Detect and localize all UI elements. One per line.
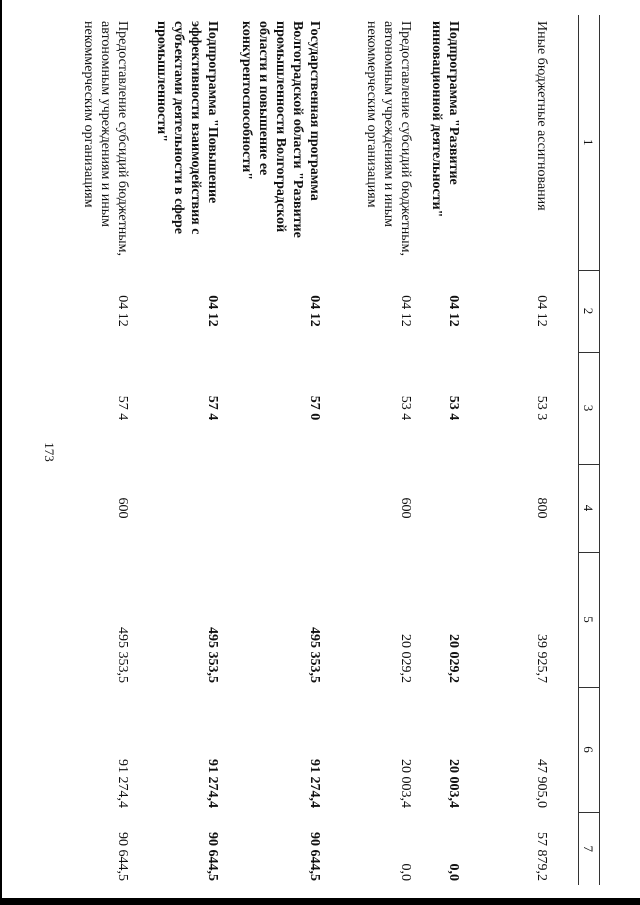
row-amount-7: 90 644,5 [307,832,323,881]
row-name: Предоставление субсидий бюджетным, автономным учреждениям и иным некоммерческим организациям [81,21,131,257]
row-expense-type: 800 [534,497,550,519]
row-amount-5: 495 353,5 [307,627,323,683]
row-amount-7: 57 879,2 [534,832,550,881]
row-amount-5: 495 353,5 [115,627,131,683]
row-expense-type [415,464,463,552]
row-target-code: 57 0 [307,395,323,421]
scan-edge-left [0,0,2,905]
table-row [56,15,132,885]
budget-table [56,15,601,885]
row-section-code: 04 12 [398,295,414,327]
row-amount-6: 47 905,0 [534,759,550,808]
table-row [222,15,324,885]
table-row [463,15,551,885]
row-expense-type [132,464,222,552]
table-header-row [579,15,600,885]
row-expense-type: 600 [115,497,131,519]
header-col-7: 7 [579,812,600,885]
header-col-1: 1 [579,15,600,270]
row-amount-7: 0,0 [446,863,462,881]
header-col-6: 6 [579,687,600,812]
row-section-code: 04 12 [307,295,323,327]
row-section-code: 04 12 [115,295,131,327]
spacer-row [551,15,579,885]
row-amount-7: 90 644,5 [115,832,131,881]
row-section-code: 04 12 [534,295,550,327]
row-amount-7: 0,0 [398,863,414,881]
row-amount-6: 20 003,4 [398,759,414,808]
page-number: 173 [42,442,57,462]
header-col-2: 2 [579,270,600,352]
row-amount-5: 39 925,7 [534,634,550,683]
header-col-3: 3 [579,352,600,464]
row-amount-5: 495 353,5 [205,627,221,683]
row-name: Предоставление субсидий бюджетным, автономным учреждениям и иным некоммерческим организациям [364,21,414,257]
row-name: Подпрограмма "Повышение эффективности взаимодействия с субъектами деятельности в сфере промышленности" [154,21,221,235]
row-section-code: 04 12 [446,295,462,327]
row-expense-type: 600 [398,497,414,519]
row-amount-6: 20 003,4 [446,759,462,808]
table-row [324,15,415,885]
row-target-code: 53 3 [534,395,550,421]
row-amount-6: 91 274,4 [115,759,131,808]
row-amount-6: 91 274,4 [205,759,221,808]
row-target-code: 53 4 [398,395,414,421]
budget-table-sheet [80,15,600,885]
row-expense-type [222,464,324,552]
row-amount-5: 20 029,2 [398,634,414,683]
row-name: Подпрограмма "Развитие инновационной деятельности" [429,21,462,218]
row-target-code: 57 4 [115,395,131,421]
row-amount-6: 91 274,4 [307,759,323,808]
row-section-code: 04 12 [205,295,221,327]
row-name: Иные бюджетные ассигнования [534,21,550,211]
row-target-code: 53 4 [446,395,462,421]
row-name: Государственная программа Волгоградской области "Развитие промышленности Волгоградской области и повышение ее конкурентоспособности" [239,21,323,238]
header-col-4: 4 [579,464,600,552]
table-row [415,15,463,885]
header-col-5: 5 [579,552,600,687]
row-amount-5: 20 029,2 [446,634,462,683]
row-target-code: 57 4 [205,395,221,421]
table-row [132,15,222,885]
row-amount-7: 90 644,5 [205,832,221,881]
scan-edge-bottom [0,898,640,905]
